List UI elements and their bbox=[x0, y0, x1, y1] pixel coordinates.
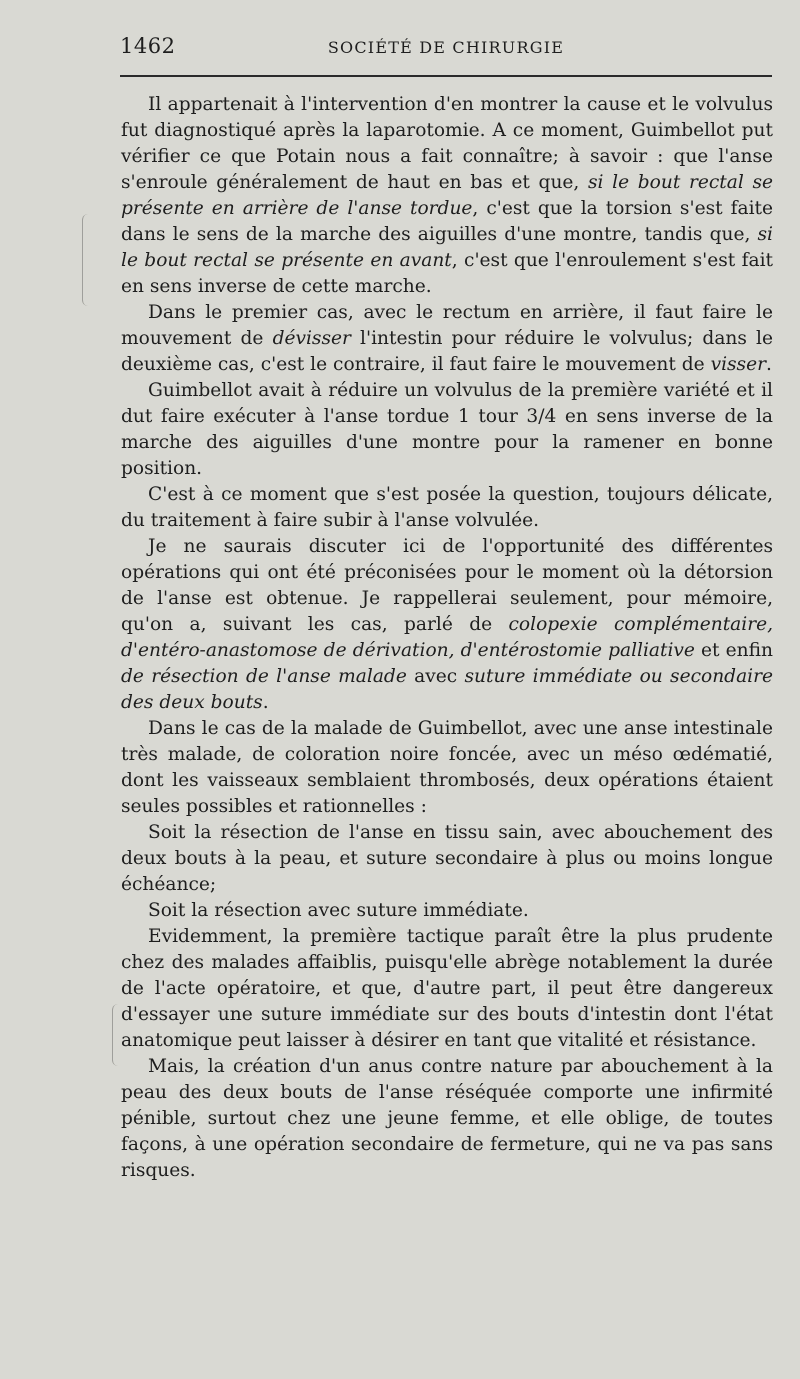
text-run: . bbox=[262, 692, 269, 713]
italic-text: si le bout rectal se présente en arrière de l'anse tordue bbox=[121, 172, 773, 219]
text-run: Je ne saurais discuter ici de l'opportunité des différentes opérations qui ont été préconisées pour le moment où la détorsion de l'anse est obtenue. Je rappellerai seulement, pour mémoire, qu'on a, suivant les cas, parlé de bbox=[121, 536, 773, 635]
paragraph bbox=[121, 482, 773, 534]
text-run: , c'est que l'enroulement s'est fait en sens inverse de cette marche. bbox=[121, 250, 773, 297]
text-run: Mais, la création d'un anus contre nature par abouchement à la peau des deux bouts de l'anse réséquée comporte une infirmité pénible, surtout chez une jeune femme, et elle oblige, de toutes façons, à une opération secondaire de fermeture, qui ne va pas sans risques. bbox=[121, 1056, 773, 1181]
paragraph bbox=[121, 534, 773, 716]
text-run: C'est à ce moment que s'est posée la question, toujours délicate, du traitement à faire subir à l'anse volvulée. bbox=[121, 484, 773, 531]
paragraph bbox=[121, 820, 773, 898]
text-run: Dans le premier cas, avec le rectum en arrière, il faut faire le mouvement de bbox=[121, 302, 773, 349]
running-title: SOCIÉTÉ DE CHIRURGIE bbox=[327, 38, 565, 57]
text-run: Evidemment, la première tactique paraît être la plus prudente chez des malades affaiblis, puisqu'elle abrège notablement la durée de l'acte opératoire, et que, d'autre part, il peut être dangereux d'essayer une suture immédiate sur des bouts d'intestin dont l'état anatomique peut laisser à désirer en tant que vitalité et résistance. bbox=[121, 926, 773, 1051]
paragraph bbox=[121, 716, 773, 820]
text-run: Guimbellot avait à réduire un volvulus de la première variété et il dut faire exécuter à l'anse tordue 1 tour 3/4 en sens inverse de la marche des aiguilles d'une montre pour la ramener en bonne position. bbox=[121, 380, 773, 479]
header-rule bbox=[120, 75, 772, 77]
paragraph bbox=[121, 300, 773, 378]
text-run: Soit la résection de l'anse en tissu sain, avec abouchement des deux bouts à la peau, et suture secondaire à plus ou moins longue échéance; bbox=[121, 822, 773, 895]
paragraph bbox=[121, 1054, 773, 1184]
italic-text: si le bout rectal se présente en avant bbox=[121, 224, 773, 271]
italic-text: visser bbox=[710, 354, 766, 375]
text-run: Il appartenait à l'intervention d'en montrer la cause et le volvulus fut diagnostiqué après la laparotomie. A ce moment, Guimbellot put vérifier ce que Potain nous a fait connaître; à savoir : que l'anse s'enroule généralement de haut en bas et que, bbox=[121, 94, 773, 193]
italic-text: dévisser bbox=[272, 328, 351, 349]
page-header bbox=[120, 34, 772, 64]
text-run: l'intestin pour réduire le volvulus; dans le deuxième cas, c'est le contraire, il faut faire le mouvement de bbox=[121, 328, 774, 375]
text-run: et enfin bbox=[694, 640, 773, 661]
page-number: 1462 bbox=[120, 34, 176, 58]
paragraph bbox=[121, 92, 773, 300]
italic-text: de résection de l'anse malade bbox=[121, 666, 407, 687]
text-run: . bbox=[766, 354, 772, 375]
paragraph bbox=[121, 924, 773, 1054]
italic-text: colopexie complémentaire, d'entéro-anastomose de dérivation, d'entérostomie palliative bbox=[121, 614, 773, 661]
paragraph bbox=[121, 378, 773, 482]
text-run: , c'est que la torsion s'est faite dans le sens de la marche des aiguilles d'une montre, tandis que, bbox=[121, 198, 773, 245]
text-run: avec bbox=[406, 666, 465, 687]
text-run: Soit la résection avec suture immédiate. bbox=[148, 900, 529, 921]
margin-pencil-mark bbox=[82, 214, 97, 306]
text-run: Dans le cas de la malade de Guimbellot, avec une anse intestinale très malade, de coloration noire foncée, avec un méso œdématié, dont les vaisseaux semblaient thrombosés, deux opérations étaient seules possibles et rationnelles : bbox=[121, 718, 773, 817]
italic-text: suture immédiate ou secondaire des deux bouts bbox=[121, 666, 774, 713]
paragraph bbox=[121, 898, 773, 924]
body-text bbox=[121, 92, 773, 1184]
